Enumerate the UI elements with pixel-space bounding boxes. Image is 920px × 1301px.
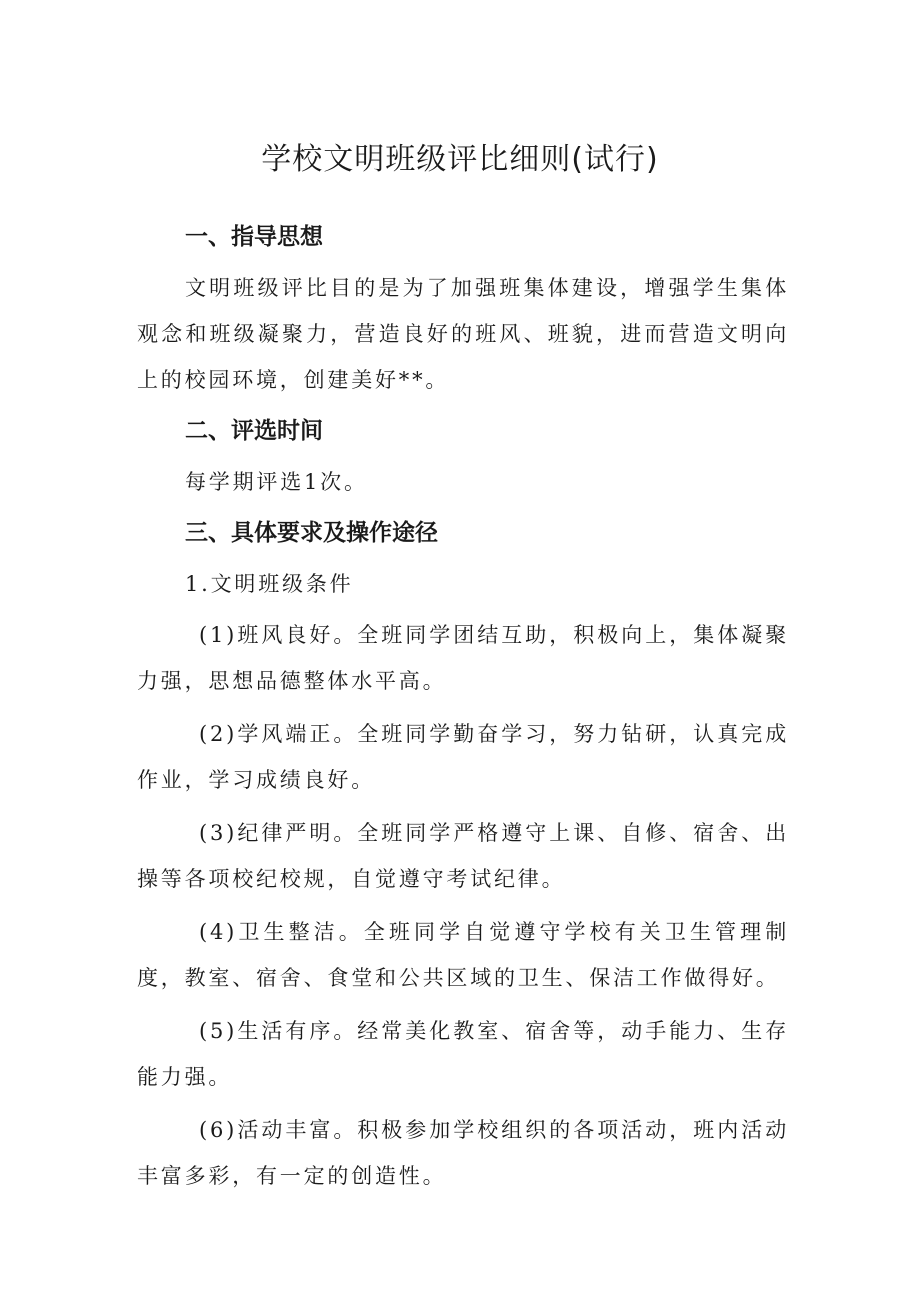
subsection-title: 1.文明班级条件 xyxy=(185,572,354,596)
section-heading-requirements: 三、具体要求及操作途径 xyxy=(185,520,438,546)
condition-item: (5)生活有序。经常美化教室、宿舍等，动手能力、生存能力强。 xyxy=(137,1019,789,1089)
condition-item: (3)纪律严明。全班同学严格遵守上课、自修、宿舍、出操等各项校纪校规，自觉遵守考试纪律。 xyxy=(137,821,789,891)
section-heading-guiding-ideology: 一、指导思想 xyxy=(185,224,323,250)
section-paragraph: 文明班级评比目的是为了加强班集体建设，增强学生集体观念和班级凝聚力，营造良好的班风、班貌，进而营造文明向上的校园环境，创建美好**。 xyxy=(137,276,789,392)
section-paragraph: 每学期评选1次。 xyxy=(185,470,368,494)
condition-item: (6)活动丰富。积极参加学校组织的各项活动，班内活动丰富多彩，有一定的创造性。 xyxy=(137,1118,789,1188)
document-body xyxy=(137,214,789,1206)
section-heading-selection-time: 二、评选时间 xyxy=(185,418,323,444)
document-title: 学校文明班级评比细则(试行) xyxy=(261,142,659,177)
condition-item: (4)卫生整洁。全班同学自觉遵守学校有关卫生管理制度，教室、宿舍、食堂和公共区域的卫生、保洁工作做得好。 xyxy=(137,920,789,990)
condition-item: (1)班风良好。全班同学团结互助，积极向上，集体凝聚力强，思想品德整体水平高。 xyxy=(137,623,789,693)
condition-item: (2)学风端正。全班同学勤奋学习，努力钻研，认真完成作业，学习成绩良好。 xyxy=(137,722,789,792)
